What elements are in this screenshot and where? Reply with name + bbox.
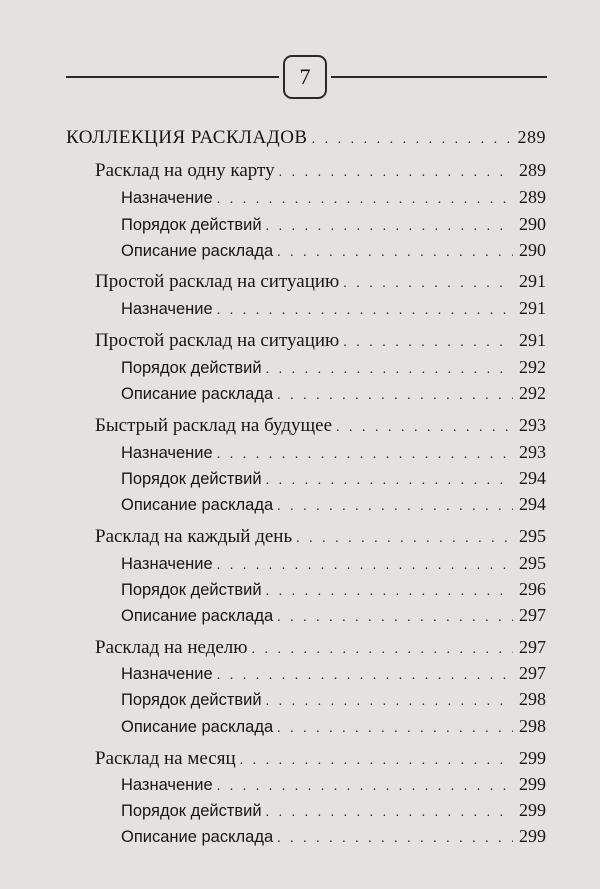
dot-leader (279, 165, 513, 181)
dot-leader (266, 219, 513, 235)
toc-entry-page: 297 (519, 637, 546, 657)
dot-leader (336, 420, 513, 436)
toc-subentry (121, 579, 546, 600)
toc-subentry (121, 553, 546, 574)
dot-leader (277, 245, 513, 261)
toc-entry-page: 289 (519, 160, 546, 180)
dot-leader (217, 779, 513, 795)
toc-entry-title: Описание расклада (121, 718, 274, 736)
toc-entry-title: Назначение (121, 444, 213, 462)
toc-entry-page: 292 (519, 357, 546, 377)
dot-leader (217, 447, 513, 463)
toc-entry-page: 294 (519, 494, 546, 514)
toc-subentry (121, 468, 546, 489)
toc-subentry (121, 187, 546, 208)
dot-leader (217, 303, 513, 319)
toc-entry-title: Описание расклада (121, 607, 274, 625)
toc-entry-title: Назначение (121, 555, 213, 573)
toc-entry-page: 293 (519, 415, 546, 435)
toc-subentry (121, 826, 546, 847)
toc-entry-page: 290 (519, 240, 546, 260)
page-number: 7 (283, 55, 327, 99)
toc-entry-page: 291 (519, 298, 546, 318)
dot-leader (217, 558, 513, 574)
toc-entry-title: Описание расклада (121, 242, 274, 260)
toc-entry-page: 291 (519, 271, 546, 291)
toc-entry-title: Назначение (121, 189, 213, 207)
toc-entry-page: 289 (517, 127, 546, 147)
toc-entry-page: 298 (519, 716, 546, 736)
toc-subentry (121, 800, 546, 821)
toc-entry-page: 294 (519, 468, 546, 488)
toc-subentry (121, 442, 546, 463)
toc-subentry (121, 214, 546, 235)
toc-entry-title: Порядок действий (121, 359, 262, 377)
toc-entry-title: Быстрый расклад на будущее (95, 415, 333, 436)
toc-entry-page: 297 (519, 605, 546, 625)
toc-entry-title: Описание расклада (121, 385, 274, 403)
toc-entry-page: 299 (519, 800, 546, 820)
toc-entry-title: Описание расклада (121, 496, 274, 514)
toc-entry-title: Описание расклада (121, 828, 274, 846)
toc-chapter-entry (95, 748, 546, 770)
dot-leader (277, 610, 513, 626)
toc-entry-title: Порядок действий (121, 470, 262, 488)
toc-entry-title: Расклад на каждый день (95, 526, 293, 547)
toc-entry-page: 299 (519, 748, 546, 768)
dot-leader (240, 753, 513, 769)
toc-entry-page: 298 (519, 689, 546, 709)
toc-entry-title: Порядок действий (121, 802, 262, 820)
dot-leader (277, 831, 513, 847)
dot-leader (343, 276, 513, 292)
toc-entry-title: Порядок действий (121, 216, 262, 234)
dot-leader (277, 721, 513, 737)
toc-entry-page: 293 (519, 442, 546, 462)
toc-chapter-entry (95, 526, 546, 548)
dot-leader (277, 499, 513, 515)
toc-entry-page: 297 (519, 663, 546, 683)
toc-entry-page: 291 (519, 330, 546, 350)
toc-subentry (121, 240, 546, 261)
dot-leader (266, 694, 513, 710)
toc-entry-page: 295 (519, 526, 546, 546)
toc-subentry (121, 383, 546, 404)
dot-leader (312, 132, 512, 148)
toc-subentry (121, 357, 546, 378)
toc-entry-page: 299 (519, 826, 546, 846)
toc-entry-page: 292 (519, 383, 546, 403)
toc-subentry (121, 494, 546, 515)
toc-entry-title: Простой расклад на ситуацию (95, 271, 340, 292)
dot-leader (217, 668, 513, 684)
toc-chapter-entry (95, 160, 546, 182)
dot-leader (217, 192, 513, 208)
toc-entry-title: Расклад на месяц (95, 748, 236, 769)
dot-leader (251, 642, 513, 658)
dot-leader (266, 473, 513, 489)
toc-entry-page: 295 (519, 553, 546, 573)
dot-leader (296, 531, 513, 547)
toc-entry-page: 299 (519, 774, 546, 794)
dot-leader (277, 388, 513, 404)
toc-subentry (121, 298, 546, 319)
toc-entry-title: КОЛЛЕКЦИЯ РАСКЛАДОВ (66, 127, 308, 148)
toc-entry-title: Назначение (121, 300, 213, 318)
toc-subentry (121, 605, 546, 626)
toc-entry-title: Расклад на неделю (95, 637, 248, 658)
toc-entry-title: Порядок действий (121, 691, 262, 709)
toc-chapter-entry (95, 330, 546, 352)
toc-entry-page: 296 (519, 579, 546, 599)
toc-entry-title: Простой расклад на ситуацию (95, 330, 340, 351)
dot-leader (266, 805, 513, 821)
toc-chapter-entry (95, 637, 546, 659)
toc-entry-title: Назначение (121, 776, 213, 794)
toc-subentry (121, 689, 546, 710)
toc-entry-title: Назначение (121, 665, 213, 683)
toc-chapter-entry (95, 271, 546, 293)
dot-leader (266, 584, 513, 600)
toc-chapter-entry (95, 415, 546, 437)
toc-entry-title: Порядок действий (121, 581, 262, 599)
toc-subentry (121, 716, 546, 737)
toc-entry-page: 289 (519, 187, 546, 207)
toc-section-heading (66, 127, 546, 149)
toc-subentry (121, 774, 546, 795)
dot-leader (266, 362, 513, 378)
toc-entry-title: Расклад на одну карту (95, 160, 275, 181)
toc-entry-page: 290 (519, 214, 546, 234)
dot-leader (343, 335, 513, 351)
toc-subentry (121, 663, 546, 684)
